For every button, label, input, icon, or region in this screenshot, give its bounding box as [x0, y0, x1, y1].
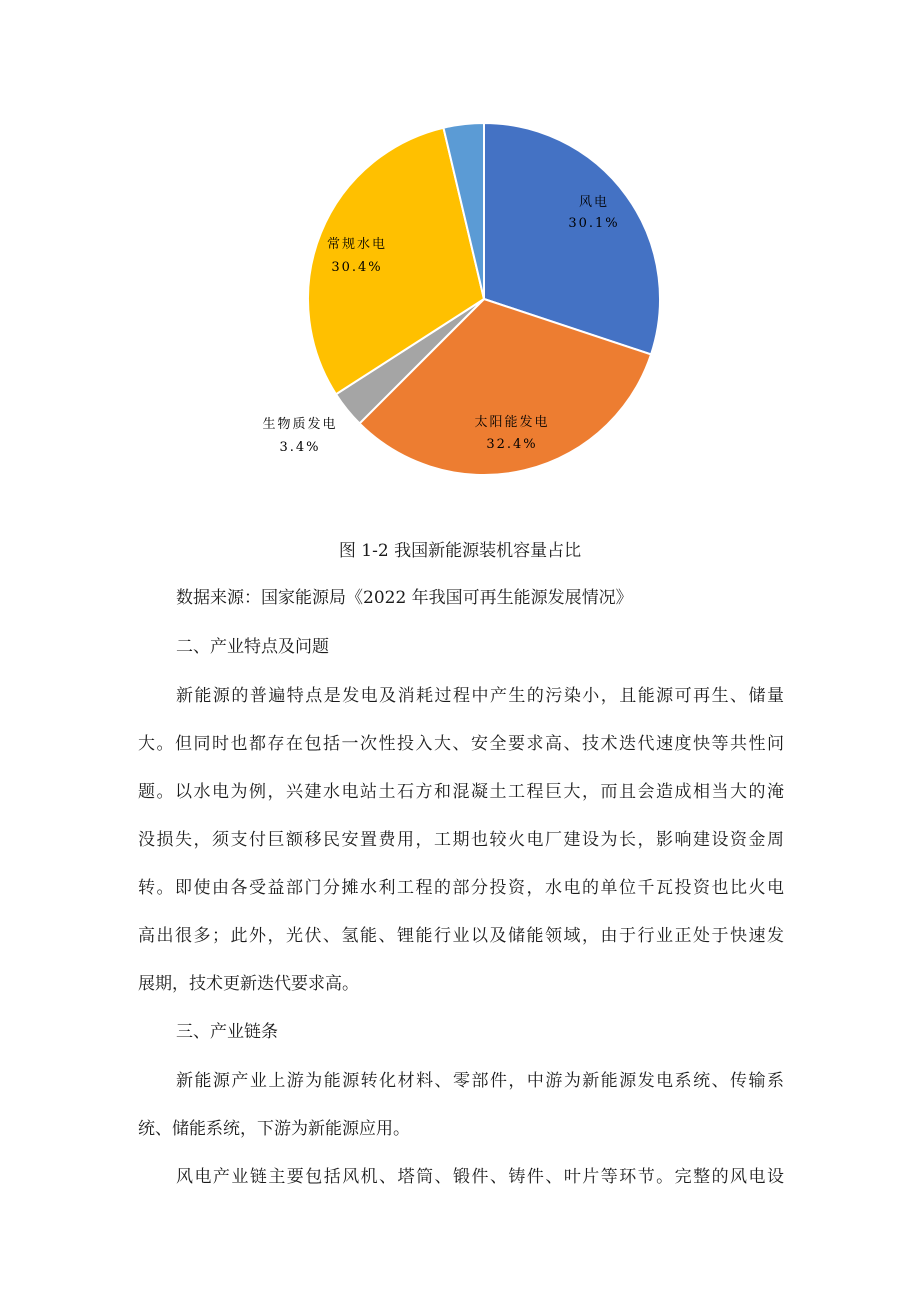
slice-label-biomass — [262, 416, 337, 455]
data-source: 数据来源：国家能源局《2022 年我国可再生能源发展情况》 — [176, 588, 633, 608]
paragraph-line: 风电产业链主要包括风机、塔筒、锻件、铸件、叶片等环节。完整的风电设 — [176, 1167, 784, 1187]
label-value: 30.1% — [568, 216, 620, 231]
paragraph-line: 没损失，须支付巨额移民安置费用，工期也较火电厂建设为长，影响建设资金周 — [138, 830, 784, 850]
paragraph-line: 高出很多；此外，光伏、氢能、锂能行业以及储能领域，由于行业正处于快速发 — [138, 926, 784, 946]
label-name: 太阳能发电 — [474, 415, 550, 430]
section-heading: 三、产业链条 — [176, 1022, 278, 1042]
paragraph-line: 转。即使由各受益部门分摊水利工程的部分投资，水电的单位千瓦投资也比火电 — [138, 878, 784, 898]
section-heading: 二、产业特点及问题 — [176, 637, 329, 657]
paragraph-line: 统、储能系统，下游为新能源应用。 — [138, 1119, 410, 1139]
label-name: 常规水电 — [326, 237, 388, 252]
figure-caption: 图 1-2 我国新能源装机容量占比 — [338, 541, 582, 561]
label-name: 生物质发电 — [262, 417, 338, 432]
label-name: 风电 — [578, 195, 610, 210]
paragraph-line: 新能源产业上游为能源转化材料、零部件，中游为新能源发电系统、传输系 — [176, 1071, 784, 1091]
paragraph-line: 展期，技术更新迭代要求高。 — [138, 974, 359, 994]
paragraph-line: 题。以水电为例，兴建水电站土石方和混凝土工程巨大，而且会造成相当大的淹 — [138, 782, 784, 802]
pie-chart — [0, 0, 920, 500]
label-value: 3.4% — [279, 440, 321, 455]
paragraph-line: 新能源的普遍特点是发电及消耗过程中产生的污染小，且能源可再生、储量 — [176, 686, 784, 706]
label-value: 30.4% — [331, 260, 383, 275]
paragraph-line: 大。但同时也都存在包括一次性投入大、安全要求高、技术迭代速度快等共性问 — [138, 734, 784, 754]
label-value: 32.4% — [486, 437, 538, 452]
